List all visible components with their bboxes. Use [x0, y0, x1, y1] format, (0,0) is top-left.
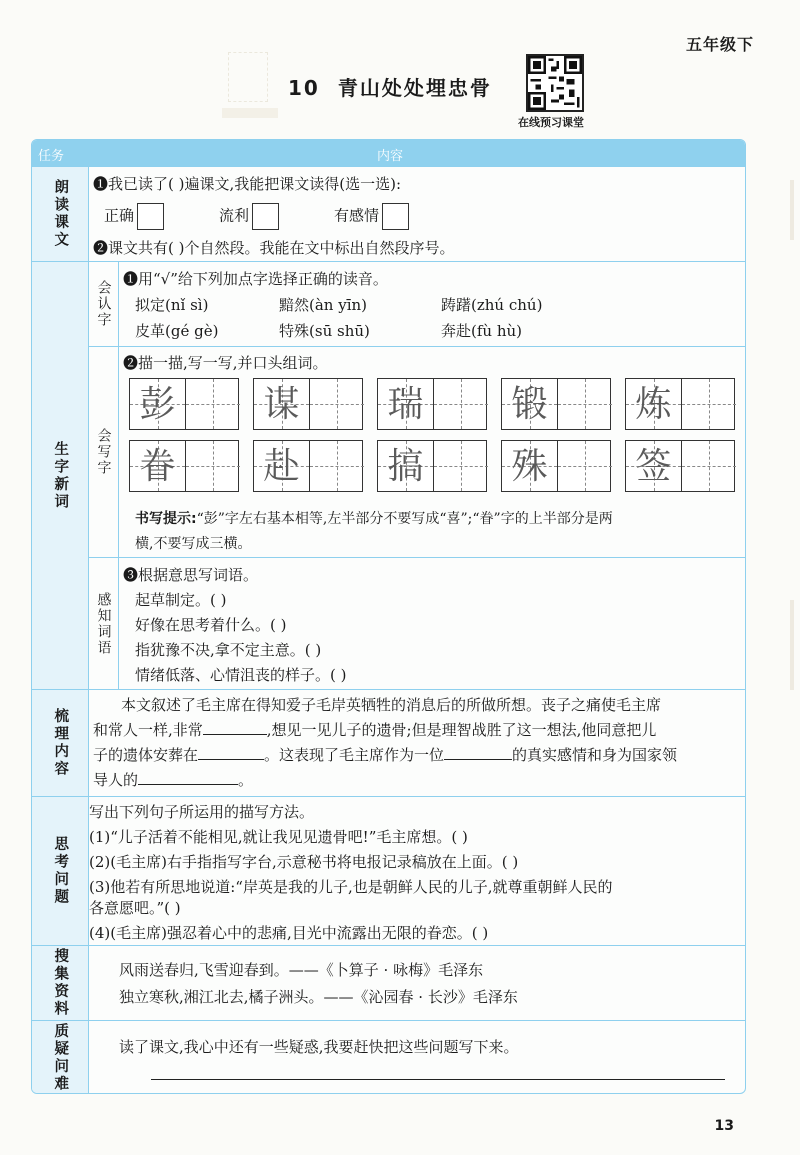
header-task: 任务: [38, 149, 65, 164]
questions-intro: 写出下列句子所运用的描写方法。: [89, 803, 315, 821]
question-item[interactable]: (1)“儿子活着不能相见,就让我见见遗骨吧!”毛主席想。( ): [89, 828, 468, 846]
faint-stamp-mark: [228, 52, 268, 102]
fill-blank[interactable]: [198, 744, 264, 760]
section-summary: [32, 689, 745, 796]
sub-label-write: 会写字: [89, 346, 119, 557]
char-practice-grid[interactable]: [253, 378, 363, 430]
section-materials: [32, 945, 745, 1020]
summary-line: 本文叙述了毛主席在得知爱子毛岸英牺牲的消息后的所做所想。丧子之痛使毛主席: [121, 696, 662, 714]
question-2: ❷课文共有( )个自然段。我能在文中标出自然段序号。: [93, 239, 455, 257]
question-item[interactable]: (4)(毛主席)强忍着心中的悲痛,目光中流露出无限的眷恋。( ): [89, 924, 489, 942]
fill-blank[interactable]: [138, 769, 238, 785]
page-edge-shadow: [790, 600, 794, 690]
writing-instruction: ❷描一描,写一写,并口头组词。: [123, 354, 328, 372]
section-read-aloud: [32, 166, 745, 261]
section-body: [89, 167, 745, 261]
word: 皮革: [135, 322, 166, 340]
question-item[interactable]: (2)(毛主席)右手指指写字台,示意秘书将电报记录稿放在上面。( ): [89, 853, 519, 871]
faint-stamp-mark-2: [222, 108, 278, 118]
word: 拟定: [135, 296, 166, 314]
pinyin-options[interactable]: (sū shū): [309, 322, 370, 340]
task-label: 质疑问难: [32, 1021, 89, 1094]
table-header: [32, 140, 745, 166]
qr-caption: 在线预习课堂: [518, 116, 584, 129]
word: 踌躇: [441, 296, 472, 314]
grade-label: 五年级下: [685, 35, 754, 54]
pinyin-options[interactable]: (gé gè): [165, 322, 219, 340]
section-queries: [32, 1020, 745, 1094]
writing-tip-line-2: 横,不要写成三横。: [135, 536, 252, 552]
char-practice-grid[interactable]: [253, 440, 363, 492]
pinyin-options[interactable]: (fù hù): [471, 322, 523, 340]
question-1: ❶我已读了( )遍课文,我能把课文读得(选一选):: [93, 175, 401, 193]
word: 黯然: [279, 296, 310, 314]
pinyin-item: [135, 320, 218, 341]
char-practice-grid[interactable]: [501, 378, 611, 430]
trace-char: 赴: [263, 446, 300, 487]
lesson-number: 10: [288, 76, 320, 100]
char-practice-grid[interactable]: [129, 378, 239, 430]
worksheet-table: [31, 139, 746, 1094]
page-edge-shadow: [790, 180, 794, 240]
section-new-words: [32, 261, 745, 689]
task-label: 生字新词: [32, 262, 89, 689]
summary-line: 和常人一样,非常 ,想见一见儿子的遗骨;但是理智战胜了这一想法,他同意把儿: [93, 721, 657, 739]
answer-line[interactable]: [151, 1079, 725, 1080]
section-body: [89, 797, 745, 945]
word: 奔赴: [441, 322, 472, 340]
section-body: [89, 1021, 745, 1094]
sub-label-vocab: 感知词语: [89, 557, 119, 690]
section-body: [119, 262, 745, 689]
section-body: [89, 946, 745, 1020]
header-content: 内容: [377, 149, 404, 164]
fill-blank[interactable]: [444, 744, 512, 760]
option-correct[interactable]: 正确: [104, 203, 164, 230]
char-practice-grid[interactable]: [501, 440, 611, 492]
vocab-item[interactable]: 起草制定。( ): [135, 591, 227, 609]
pinyin-item: [441, 320, 522, 341]
pinyin-options[interactable]: (zhú chú): [471, 296, 543, 314]
task-label: 搜集资料: [32, 946, 89, 1020]
checkbox[interactable]: [137, 203, 164, 230]
pinyin-item: [441, 294, 542, 315]
char-practice-grid[interactable]: [129, 440, 239, 492]
summary-line: 导人的 。: [93, 771, 254, 789]
option-expressive[interactable]: 有感情: [334, 203, 409, 230]
vocab-item[interactable]: 情绪低落、心情沮丧的样子。( ): [135, 666, 347, 684]
question-item-cont[interactable]: 各意愿吧。”( ): [89, 899, 181, 917]
lesson-title-text: 青山处处埋忠骨: [337, 76, 492, 100]
writing-tip: 书写提示:“彭”字左右基本相等,左半部分不要写成“喜”;“眷”字的上半部分是两: [135, 511, 613, 527]
poem-line: 独立寒秋,湘江北去,橘子洲头。——《沁园春 · 长沙》毛泽东: [119, 988, 518, 1006]
summary-line: 子的遗体安葬在 。这表现了毛主席作为一位 的真实感情和身为国家领: [93, 746, 678, 764]
pinyin-options[interactable]: (nǐ sì): [165, 296, 209, 314]
vocab-item[interactable]: 好像在思考着什么。( ): [135, 616, 287, 634]
vocab-item[interactable]: 指犹豫不决,拿不定主意。( ): [135, 641, 322, 659]
qr-code-icon[interactable]: [526, 54, 584, 112]
poem-line: 风雨送春归,飞雪迎春到。——《卜算子 · 咏梅》毛泽东: [119, 961, 484, 979]
pinyin-item: [279, 320, 370, 341]
trace-char: 彭: [139, 384, 176, 425]
char-practice-grid[interactable]: [377, 378, 487, 430]
trace-char: 瑞: [387, 384, 424, 425]
section-body: [89, 690, 745, 796]
fill-blank[interactable]: [203, 719, 267, 735]
task-label: 梳理内容: [32, 690, 89, 796]
trace-char: 搞: [387, 446, 424, 487]
sub-label-recognize: 会认字: [89, 262, 119, 346]
trace-char: 炼: [635, 384, 672, 425]
trace-char: 锻: [511, 384, 548, 425]
option-fluent[interactable]: 流利: [219, 203, 279, 230]
pinyin-item: [135, 294, 208, 315]
page-number: 13: [714, 1118, 734, 1134]
trace-char: 谋: [263, 384, 300, 425]
task-label: 朗读课文: [32, 167, 89, 261]
pinyin-options[interactable]: (àn yīn): [309, 296, 368, 314]
trace-char: 签: [635, 446, 672, 487]
question-item[interactable]: (3)他若有所思地说道:“岸英是我的儿子,也是朝鲜人民的儿子,就尊重朝鲜人民的: [89, 878, 613, 896]
char-practice-grid[interactable]: [377, 440, 487, 492]
trace-char: 殊: [511, 446, 548, 487]
queries-prompt: 读了课文,我心中还有一些疑惑,我要赶快把这些问题写下来。: [119, 1038, 519, 1056]
trace-char: 眷: [139, 446, 176, 487]
lesson-title: [288, 72, 492, 101]
word: 特殊: [279, 322, 310, 340]
checkbox[interactable]: [382, 203, 409, 230]
char-practice-grid[interactable]: [625, 378, 735, 430]
char-practice-grid[interactable]: [625, 440, 735, 492]
reading-instruction: ❶用“√”给下列加点字选择正确的读音。: [123, 270, 388, 288]
pinyin-item: [279, 294, 367, 315]
section-questions: [32, 796, 745, 945]
checkbox[interactable]: [252, 203, 279, 230]
task-label: 思考问题: [32, 797, 89, 945]
tip-label: 书写提示:: [135, 511, 197, 527]
vocab-instruction: ❸根据意思写词语。: [123, 566, 259, 584]
